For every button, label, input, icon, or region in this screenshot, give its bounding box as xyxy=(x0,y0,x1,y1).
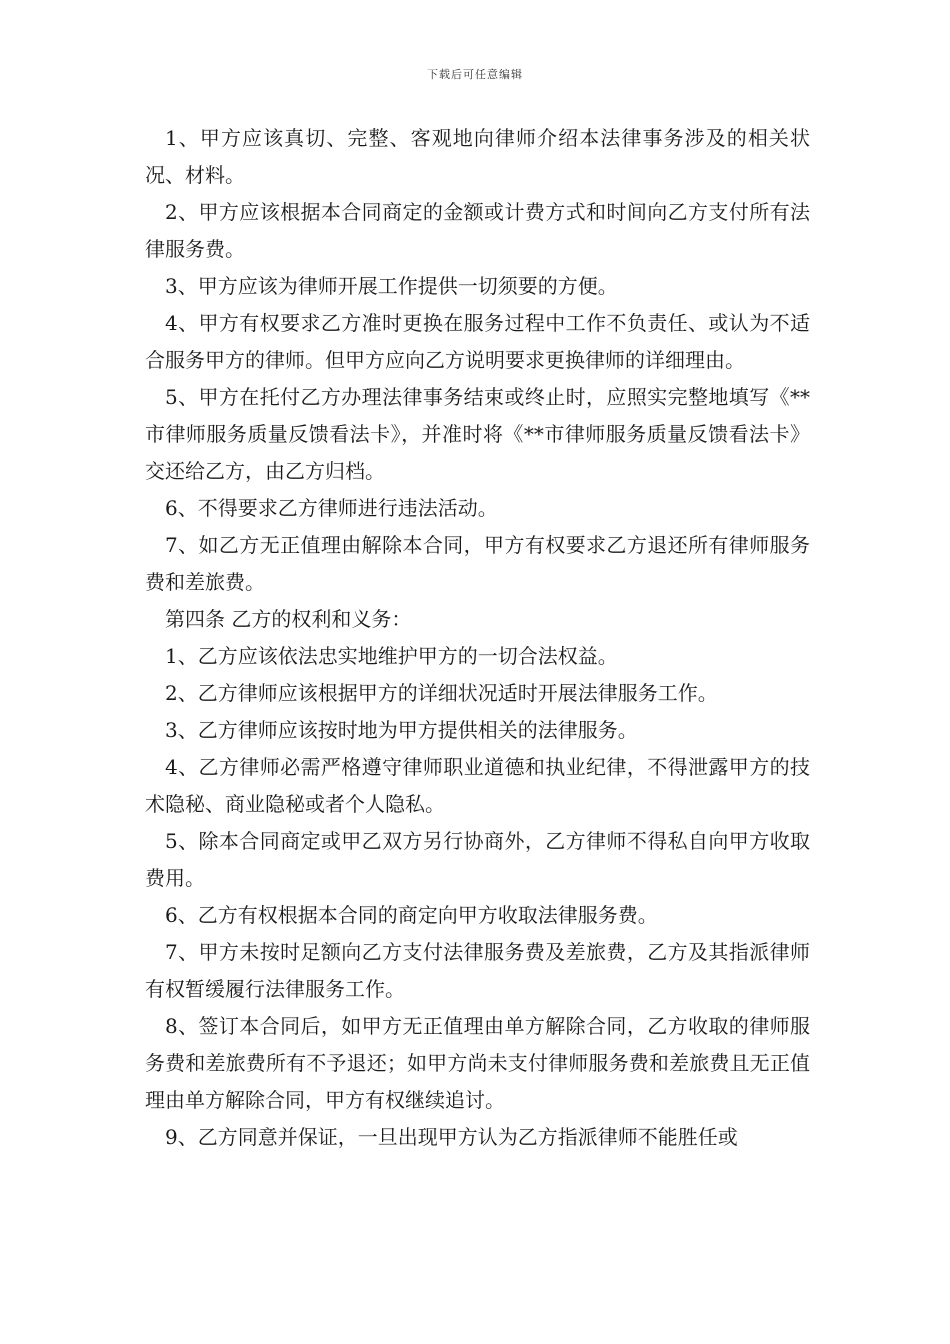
paragraph-party-b-7: 7、甲方未按时足额向乙方支付法律服务费及差旅费，乙方及其指派律师有权暂缓履行法律服务工作。 xyxy=(145,940,810,1001)
paragraph-party-a-3: 3、甲方应该为律师开展工作提供一切须要的方便。 xyxy=(165,274,618,298)
paragraph-party-b-6: 6、乙方有权根据本合同的商定向甲方收取法律服务费。 xyxy=(165,903,658,927)
paragraph-party-a-6: 6、不得要求乙方律师进行违法活动。 xyxy=(165,496,498,520)
paragraph-party-a-1: 1、甲方应该真切、完整、客观地向律师介绍本法律事务涉及的相关状况、材料。 xyxy=(145,126,810,187)
paragraph-party-a-2: 2、甲方应该根据本合同商定的金额或计费方式和时间向乙方支付所有法律服务费。 xyxy=(145,200,810,261)
document-body xyxy=(145,120,810,1156)
section-heading-article-4: 第四条 乙方的权利和义务： xyxy=(165,607,412,631)
paragraph-party-a-4: 4、甲方有权要求乙方准时更换在服务过程中工作不负责任、或认为不适合服务甲方的律师。但甲方应向乙方说明要求更换律师的详细理由。 xyxy=(145,311,810,372)
paragraph-party-b-4: 4、乙方律师必需严格遵守律师职业道德和执业纪律，不得泄露甲方的技术隐秘、商业隐秘或者个人隐私。 xyxy=(145,755,810,816)
paragraph-party-b-1: 1、乙方应该依法忠实地维护甲方的一切合法权益。 xyxy=(165,644,618,668)
paragraph-party-b-8: 8、签订本合同后，如甲方无正值理由单方解除合同，乙方收取的律师服务费和差旅费所有不予退还；如甲方尚未支付律师服务费和差旅费且无正值理由单方解除合同，甲方有权继续追讨。 xyxy=(145,1014,810,1112)
paragraph-party-a-5: 5、甲方在托付乙方办理法律事务结束或终止时，应照实完整地填写《**市律师服务质量反馈看法卡》，并准时将《**市律师服务质量反馈看法卡》交还给乙方，由乙方归档。 xyxy=(145,385,810,483)
paragraph-party-b-3: 3、乙方律师应该按时地为甲方提供相关的法律服务。 xyxy=(165,718,638,742)
paragraph-party-b-9: 9、乙方同意并保证，一旦出现甲方认为乙方指派律师不能胜任或 xyxy=(165,1125,738,1149)
paragraph-party-a-7: 7、如乙方无正值理由解除本合同，甲方有权要求乙方退还所有律师服务费和差旅费。 xyxy=(145,533,810,594)
paragraph-party-b-5: 5、除本合同商定或甲乙双方另行协商外，乙方律师不得私自向甲方收取费用。 xyxy=(145,829,810,890)
page-header: 下载后可任意编辑 xyxy=(427,68,523,81)
paragraph-party-b-2: 2、乙方律师应该根据甲方的详细状况适时开展法律服务工作。 xyxy=(165,681,718,705)
